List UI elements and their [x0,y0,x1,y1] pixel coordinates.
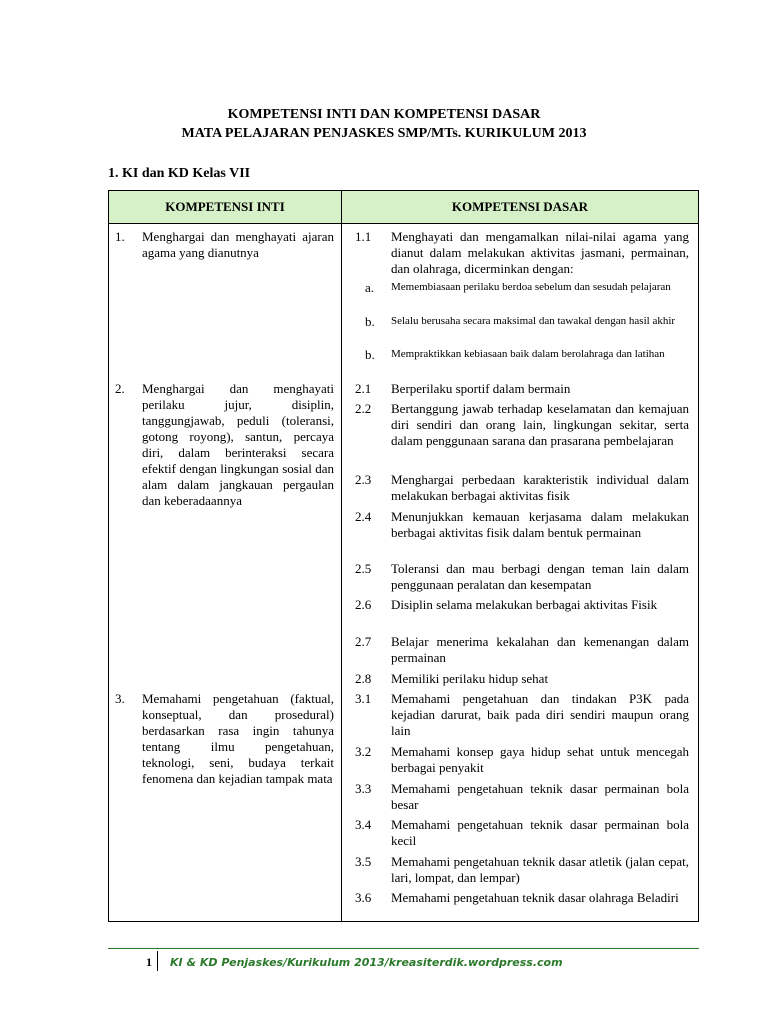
kd-sub-number: a. [365,280,375,295]
kd-number: 3.1 [355,691,372,706]
kd-text: Memahami pengetahuan dan tindakan P3K pada kejadian darurat, baik pada diri sendiri maupun orang lain [391,691,689,738]
kd-number: 2.7 [355,634,372,649]
kd-text: Disiplin selama melakukan berbagai aktivitas Fisik [391,597,658,612]
kd-text: Memahami pengetahuan teknik dasar atletik (jalan cepat, lari, lompat, dan lempar) [391,854,689,885]
kd-sub-text: Mempraktikkan kebiasaan baik dalam berolahraga dan latihan [391,348,665,360]
document-title-line2: MATA PELAJARAN PENJASKES SMP/MTs. KURIKULUM 2013 [181,126,587,141]
ki-number: 1. [115,229,125,244]
competency-table [108,190,699,922]
ki-text: Menghargai dan menghayati perilaku jujur, disiplin, tanggungjawab, peduli (toleransi, gotong royong), santun, percaya diri, dalam berinteraksi secara efektif dengan lingkungan sosial dan alam dalam jangkauan pergaulan dan keberadaannya [142,381,334,508]
column-divider [341,191,342,921]
kd-sub-number: b. [365,314,375,329]
kd-text: Bertanggung jawab terhadap keselamatan dan kemajuan diri sendiri dan orang lain, lingkungan sekitar, serta dalam penggunaan sarana dan prasarana pembelajaran [391,401,689,448]
kd-text: Menghargai perbedaan karakteristik individual dalam melakukan berbagai aktivitas fisik [391,472,689,503]
kd-text: Menghayati dan mengamalkan nilai-nilai agama yang dianut dalam melakukan aktivitas jasmani, permainan, dan olahraga, dicerminkan dengan: [391,229,689,276]
kd-number: 3.2 [355,744,372,759]
kd-text: Memahami pengetahuan teknik dasar olahraga Beladiri [391,890,679,905]
section-heading: 1. KI dan KD Kelas VII [108,166,251,181]
kd-text: Menunjukkan kemauan kerjasama dalam melakukan berbagai aktivitas fisik dalam bentuk permainan [391,509,689,540]
kd-text: Berperilaku sportif dalam bermain [391,381,571,396]
ki-text: Memahami pengetahuan (faktual, konseptual, dan prosedural) berdasarkan rasa ingin tahunya tentang ilmu pengetahuan, teknologi, seni, budaya terkait fenomena dan kejadian tampak mata [142,691,334,786]
kd-number: 2.3 [355,472,372,487]
footer-rule [108,948,699,949]
kd-text: Memahami pengetahuan teknik dasar permainan bola besar [391,781,689,812]
kd-number: 2.8 [355,671,372,686]
document-title-line1: KOMPETENSI INTI DAN KOMPETENSI DASAR [227,107,541,122]
footer-separator [157,951,158,971]
kd-sub-number: b. [365,347,375,362]
footer-text: KI & KD Penjaskes/Kurikulum 2013/kreasiterdik.wordpress.com [170,956,563,969]
kd-text: Memiliki perilaku hidup sehat [391,671,549,686]
kd-number: 3.6 [355,890,372,905]
header-kd: KOMPETENSI DASAR [451,199,589,214]
kd-number: 2.6 [355,597,372,612]
kd-number: 2.1 [355,381,372,396]
ki-number: 2. [115,381,125,396]
kd-sub-text: Selalu berusaha secara maksimal dan tawakal dengan hasil akhir [391,315,676,327]
ki-text: Menghargai dan menghayati ajaran agama yang dianutnya [142,229,334,260]
kd-sub-text: Memembiasaan perilaku berdoa sebelum dan sesudah pelajaran [391,281,671,293]
kd-number: 1.1 [355,229,372,244]
ki-number: 3. [115,691,125,706]
kd-number: 3.5 [355,854,372,869]
kd-text: Toleransi dan mau berbagi dengan teman lain dalam penggunaan peralatan dan kesempatan [391,561,689,592]
kd-number: 3.4 [355,817,372,832]
page-number: 1 [146,955,152,969]
kd-number: 2.2 [355,401,372,416]
kd-text: Memahami pengetahuan teknik dasar permainan bola kecil [391,817,689,848]
kd-number: 2.4 [355,509,372,524]
kd-text: Belajar menerima kekalahan dan kemenangan dalam permainan [391,634,689,665]
header-ki: KOMPETENSI INTI [165,199,285,214]
kd-text: Memahami konsep gaya hidup sehat untuk mencegah berbagai penyakit [391,744,689,775]
kd-number: 3.3 [355,781,372,796]
kd-number: 2.5 [355,561,372,576]
